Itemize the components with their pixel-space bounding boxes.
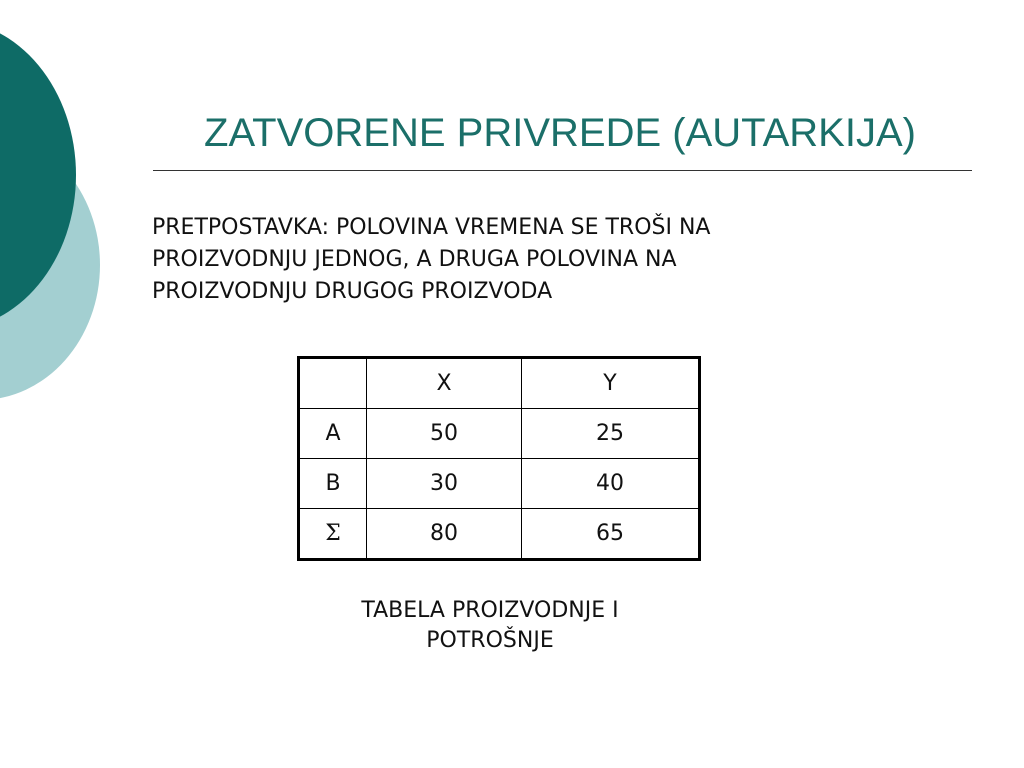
cell-a-y: 25 <box>522 409 700 459</box>
assumption-line: PRETPOSTAVKA: POLOVINA VREMENA SE TROŠI NA <box>152 215 711 240</box>
assumption-line: PROIZVODNJU JEDNOG, A DRUGA POLOVINA NA <box>152 247 677 272</box>
assumption-line: PROIZVODNJU DRUGOG PROIZVODA <box>152 279 553 304</box>
table-row-b <box>299 459 700 509</box>
table-row-sum <box>299 509 700 560</box>
slide-title: ZATVORENE PRIVREDE (AUTARKIJA) <box>204 111 916 155</box>
title-divider <box>153 170 972 171</box>
cell-b-y: 40 <box>522 459 700 509</box>
table-caption <box>310 596 670 656</box>
row-label-b: B <box>299 459 367 509</box>
table-header-row <box>299 358 700 409</box>
caption-line: TABELA PROIZVODNJE I <box>361 598 619 623</box>
header-cell-empty <box>299 358 367 409</box>
cell-b-x: 30 <box>367 459 522 509</box>
cell-a-x: 50 <box>367 409 522 459</box>
row-label-sum: Σ <box>299 509 367 560</box>
header-cell-x: X <box>367 358 522 409</box>
cell-sum-x: 80 <box>367 509 522 560</box>
caption-line: POTROŠNJE <box>426 628 554 653</box>
row-label-a: A <box>299 409 367 459</box>
table-row-a <box>299 409 700 459</box>
cell-sum-y: 65 <box>522 509 700 560</box>
header-cell-y: Y <box>522 358 700 409</box>
production-table <box>297 356 701 561</box>
assumption-text <box>152 212 932 308</box>
